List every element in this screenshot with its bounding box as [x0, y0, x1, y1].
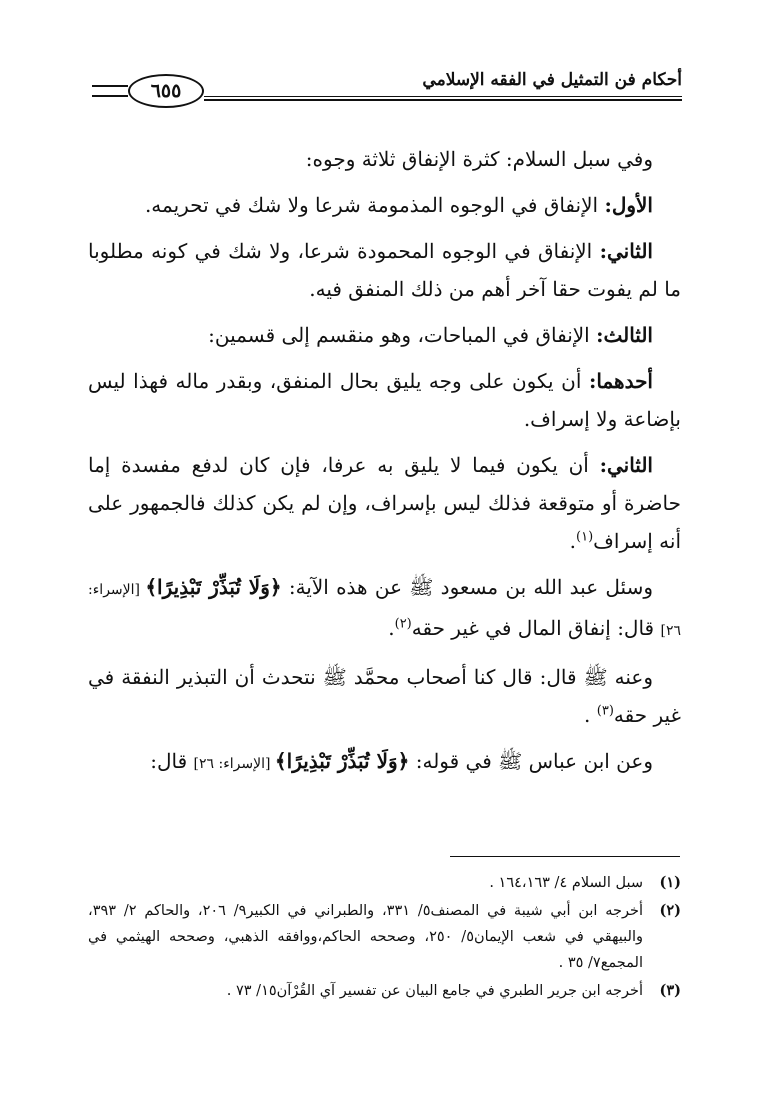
paragraph-text: وسئل عبد الله بن مسعود ﷺ عن هذه الآية:: [281, 575, 653, 599]
paragraph-text: .: [584, 703, 597, 727]
paragraph: [88, 362, 681, 438]
term-label: أحدهما:: [588, 369, 653, 393]
footnote-text: أخرجه ابن أبي شيبة في المصنف٥/ ٣٣١، والطبراني في الكبير٩/ ٢٠٦، والحاكم ٢/ ٣٩٣، والبيهقي في شعب الإيمان٥/ ٢٥٠، وصححه الحاكم،ووافقه الذهبي، وصححه الهيثمي في المجمع٧/ ٣٥ .: [88, 903, 643, 971]
paragraph-text: الإنفاق في الوجوه المذمومة شرعا ولا شك في تحريمه.: [144, 193, 605, 217]
paragraph: [88, 186, 681, 224]
paragraph-text: .: [388, 616, 395, 640]
header-rule: [204, 96, 682, 97]
verse-reference: [الإسراء: ٢٦]: [88, 582, 681, 639]
paragraph-text: .: [569, 529, 577, 553]
term-label: الأول:: [604, 193, 653, 217]
paragraph: [88, 446, 681, 560]
footnote: [88, 870, 681, 896]
paragraph-text: وعنه ﷺ قال: قال كنا أصحاب محمَّد ﷺ نتحدث أن التبذير النفقة في غير حقه: [88, 665, 681, 727]
running-title: أحكام فن التمثيل في الفقه الإسلامي: [422, 70, 682, 90]
page-number-ornament: [92, 85, 128, 97]
page-header: [92, 68, 682, 108]
header-rule-thick: [204, 99, 682, 101]
paragraph-text: الإنفاق في الوجوه المحمودة شرعا، ولا شك في كونه مطلوبا ما لم يفوت حقا آخر أهم من ذلك المنفق فيه.: [88, 239, 681, 301]
paragraph-text: قال:: [150, 749, 194, 773]
footnote-text: أخرجه ابن جرير الطبري في جامع البيان عن تفسير آي القُرْآن١٥/ ٧٣ .: [226, 983, 643, 999]
paragraph-text: وعن ابن عباس ﷺ في قوله:: [409, 749, 653, 773]
paragraph: [88, 232, 681, 308]
footnote-number: (٣): [659, 982, 681, 999]
footnote-number: (١): [659, 874, 681, 891]
footnotes: [88, 870, 681, 1006]
page-number: ٦٥٥: [128, 74, 204, 108]
footnote-number: (٢): [659, 902, 681, 919]
main-text: [88, 140, 681, 791]
quran-verse: ﴿وَلَا تُبَذِّرْ تَبْذِيرًا﴾: [274, 749, 410, 773]
paragraph-text: الإنفاق في المباحات، وهو منقسم إلى قسمين:: [208, 323, 597, 347]
footnote: [88, 978, 681, 1004]
term-label: الثاني:: [599, 239, 653, 263]
paragraph: [88, 742, 681, 783]
term-label: الثاني:: [599, 453, 653, 477]
footnote-marker[interactable]: (١): [576, 529, 594, 545]
paragraph-text: أن يكون على وجه يليق بحال المنفق، وبقدر ماله فهذا ليس بإضاعة ولا إسراف.: [88, 369, 681, 431]
footnote-marker[interactable]: (٣): [596, 703, 614, 719]
footnote: [88, 898, 681, 976]
paragraph: [88, 658, 681, 734]
footnote-marker[interactable]: (٢): [394, 616, 412, 632]
footnote-separator: [450, 856, 680, 857]
verse-reference: [الإسراء: ٢٦]: [193, 756, 275, 772]
paragraph-text: قال: إنفاق المال في غير حقه: [411, 616, 661, 640]
paragraph: [88, 316, 681, 354]
paragraph: [88, 568, 681, 650]
paragraph-text: وفي سبل السلام: كثرة الإنفاق ثلاثة وجوه:: [305, 147, 653, 171]
term-label: الثالث:: [596, 323, 653, 347]
quran-verse: ﴿وَلَا تُبَذِّرْ تَبْذِيرًا﴾: [145, 575, 282, 599]
footnote-text: سبل السلام ٤/ ١٦٤،١٦٣ .: [489, 875, 643, 891]
paragraph: [88, 140, 681, 178]
paragraph-text: أن يكون فيما لا يليق به عرفا، فإن كان لدفع مفسدة إما حاضرة أو متوقعة فذلك ليس بإسراف، وإن لم يكن كذلك فالجمهور على أنه إسراف: [88, 453, 681, 553]
